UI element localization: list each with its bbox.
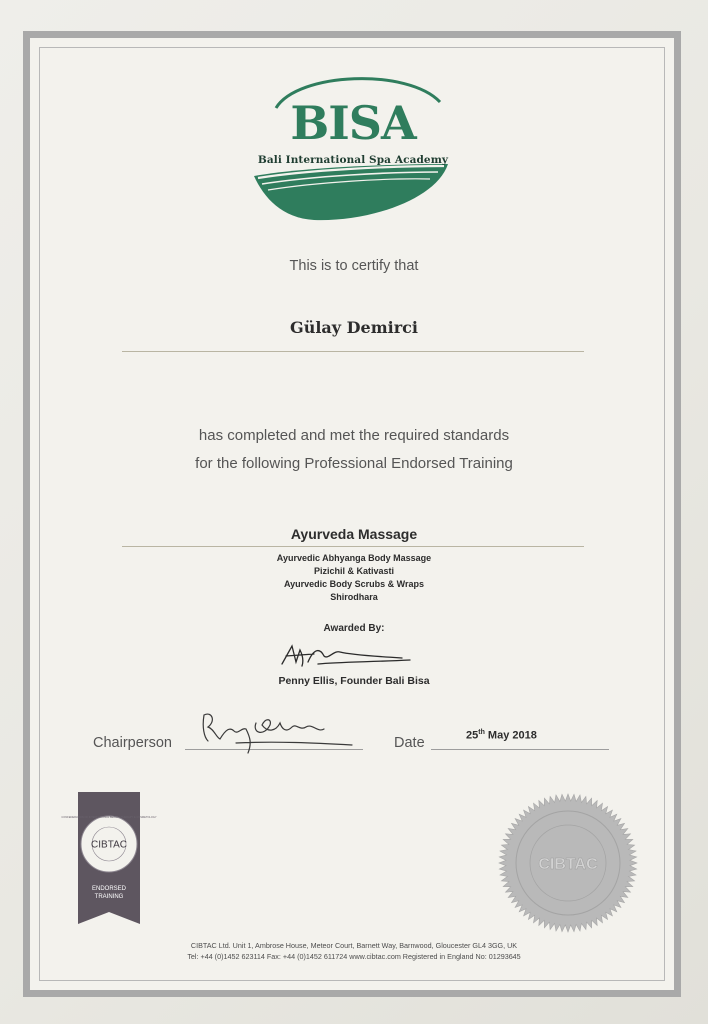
certify-line: This is to certify that bbox=[289, 258, 419, 274]
chairperson-signature bbox=[196, 703, 356, 761]
embossed-seal bbox=[498, 793, 638, 933]
badge-line-2: TRAINING bbox=[94, 894, 124, 900]
awarded-by-label: Awarded By: bbox=[323, 623, 385, 634]
academy-name: Bali International Spa Academy bbox=[257, 154, 449, 166]
statement-line-1: has completed and met the required standards bbox=[198, 427, 510, 444]
date-month-year: May 2018 bbox=[484, 729, 537, 742]
founder-name: Penny Ellis, Founder Bali Bisa bbox=[278, 675, 430, 687]
date-line bbox=[431, 749, 609, 750]
badge-line-1: ENDORSED bbox=[91, 886, 127, 892]
seal-text: CIBTAC bbox=[538, 856, 598, 873]
bisa-logo bbox=[248, 60, 458, 225]
award-date bbox=[466, 729, 537, 742]
course-title: Ayurveda Massage bbox=[290, 526, 418, 542]
module-item: Ayurvedic Abhyanga Body Massage bbox=[276, 553, 432, 563]
module-item: Pizichil & Kativasti bbox=[313, 566, 395, 576]
chairperson-label: Chairperson bbox=[93, 735, 172, 751]
logo-wordmark: BISA bbox=[290, 96, 416, 150]
name-underline bbox=[122, 351, 584, 352]
founder-signature bbox=[278, 640, 414, 672]
badge-ring-text: CONFEDERATION OF INTERNATIONAL BEAUTY THERAPY & COSMETOLOGY bbox=[61, 816, 157, 819]
recipient-name: Gülay Demirci bbox=[290, 318, 418, 337]
cibtac-endorsed-badge bbox=[61, 792, 157, 930]
module-item: Shirodhara bbox=[330, 592, 378, 602]
badge-name: CIBTAC bbox=[91, 839, 127, 851]
footer-contact: Tel: +44 (0)1452 623114 Fax: +44 (0)1452 611724 www.cibtac.com Registered in England No: 01293645 bbox=[187, 952, 521, 961]
course-underline bbox=[122, 546, 584, 547]
date-day: 25 bbox=[466, 729, 479, 742]
footer-address: CIBTAC Ltd. Unit 1, Ambrose House, Meteor Court, Barnett Way, Barnwood, Gloucester GL4 3GG, UK bbox=[190, 941, 518, 950]
module-item: Ayurvedic Body Scrubs & Wraps bbox=[283, 579, 425, 589]
date-suffix: th bbox=[478, 729, 485, 736]
statement-line-2: for the following Professional Endorsed Training bbox=[195, 455, 513, 472]
date-label: Date bbox=[394, 735, 425, 751]
